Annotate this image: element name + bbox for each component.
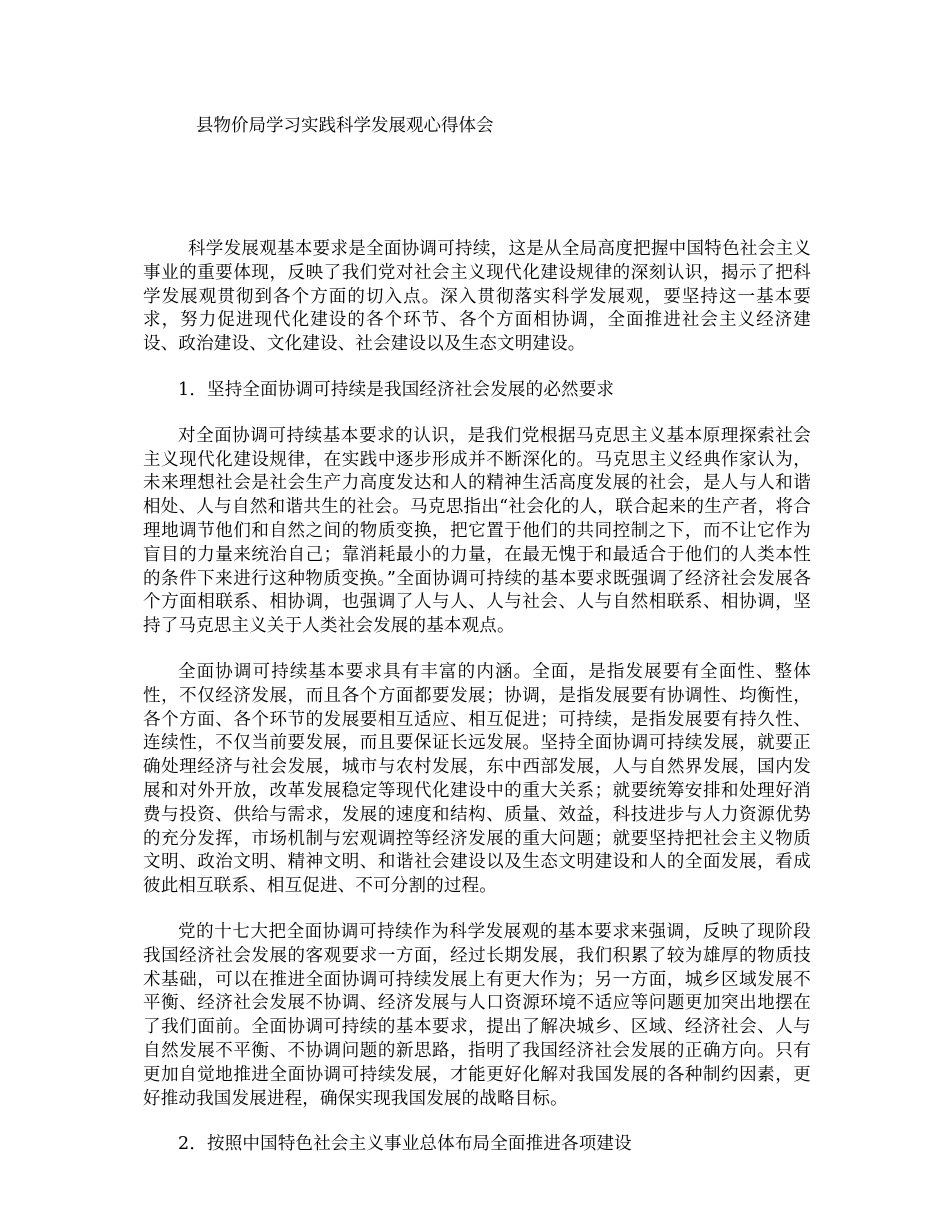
body-paragraph: 对全面协调可持续基本要求的认识，是我们党根据马克思主义基本原理探索社会主义现代化建设规律，在实践中逐步形成并不断深化的。马克思主义经典作家认为，未来理想社会是社会生产力高度发达和人的精神生活高度发展的社会，是人与人和谐相处、人与自然和谐共生的社会。马克思指出“社会化的人，联合起来的生产者，将合理地调节他们和自然之间的物质变换，把它置于他们的共同控制之下，而不让它作为盲目的力量来统治自己；靠消耗最小的力量，在最无愧于和最适合于他们的人类本性的条件下来进行这种物质变换。”全面协调可持续的基本要求既强调了经济社会发展各个方面相联系、相协调，也强调了人与人、人与社会、人与自然相联系、相协调，坚持了马克思主义关于人类社会发展的基本观点。 [143,425,811,637]
body-paragraph: 全面协调可持续基本要求具有丰富的内涵。全面，是指发展要有全面性、整体性，不仅经济发展，而且各个方面都要发展；协调，是指发展要有协调性、均衡性，各个方面、各个环节的发展要相互适应、相互促进；可持续，是指发展要有持久性、连续性，不仅当前要发展，而且要保证长远发展。坚持全面协调可持续发展，就要正确处理经济与社会发展，城市与农村发展，东中西部发展，人与自然界发展，国内发展和对外开放，改革发展稳定等现代化建设中的重大关系；就要统筹安排和处理好消费与投资、供给与需求，发展的速度和结构、质量、效益，科技进步与人力资源优势的充分发挥，市场机制与宏观调控等经济发展的重大问题；就要坚持把社会主义物质文明、政治文明、精神文明、和谐社会建设以及生态文明建设和人的全面发展，看成彼此相互联系、相互促进、不可分割的过程。 [143,661,811,897]
document-title: 县物价局学习实践科学发展观心得体会 [196,116,494,136]
section-heading-1: 1．坚持全面协调可持续是我国经济社会发展的必然要求 [178,379,615,400]
body-paragraph: 党的十七大把全面协调可持续作为科学发展观的基本要求来强调，反映了现阶段我国经济社会发展的客观要求一方面，经过长期发展，我们积累了较为雄厚的物质技术基础，可以在推进全面协调可持续发展上有更大作为；另一方面，城乡区域发展不平衡、经济社会发展不协调、经济发展与人口资源环境不适应等问题更加突出地摆在了我们面前。全面协调可持续的基本要求，提出了解决城乡、区域、经济社会、人与自然发展不平衡、不协调问题的新思路，指明了我国经济社会发展的正确方向。只有更加自觉地推进全面协调可持续发展，才能更好化解对我国发展的各种制约因素，更好推动我国发展进程，确保实现我国发展的战略目标。 [143,921,811,1109]
document-body [143,238,811,1179]
section-heading-2: 2．按照中国特色社会主义事业总体布局全面推进各项建设 [178,1134,632,1155]
intro-paragraph: 科学发展观基本要求是全面协调可持续，这是从全局高度把握中国特色社会主义事业的重要体现，反映了我们党对社会主义现代化建设规律的深刻认识，揭示了把科学发展观贯彻到各个方面的切入点。深入贯彻落实科学发展观，要坚持这一基本要求，努力促进现代化建设的各个环节、各个方面相协调，全面推进社会主义经济建设、政治建设、文化建设、社会建设以及生态文明建设。 [143,239,811,355]
